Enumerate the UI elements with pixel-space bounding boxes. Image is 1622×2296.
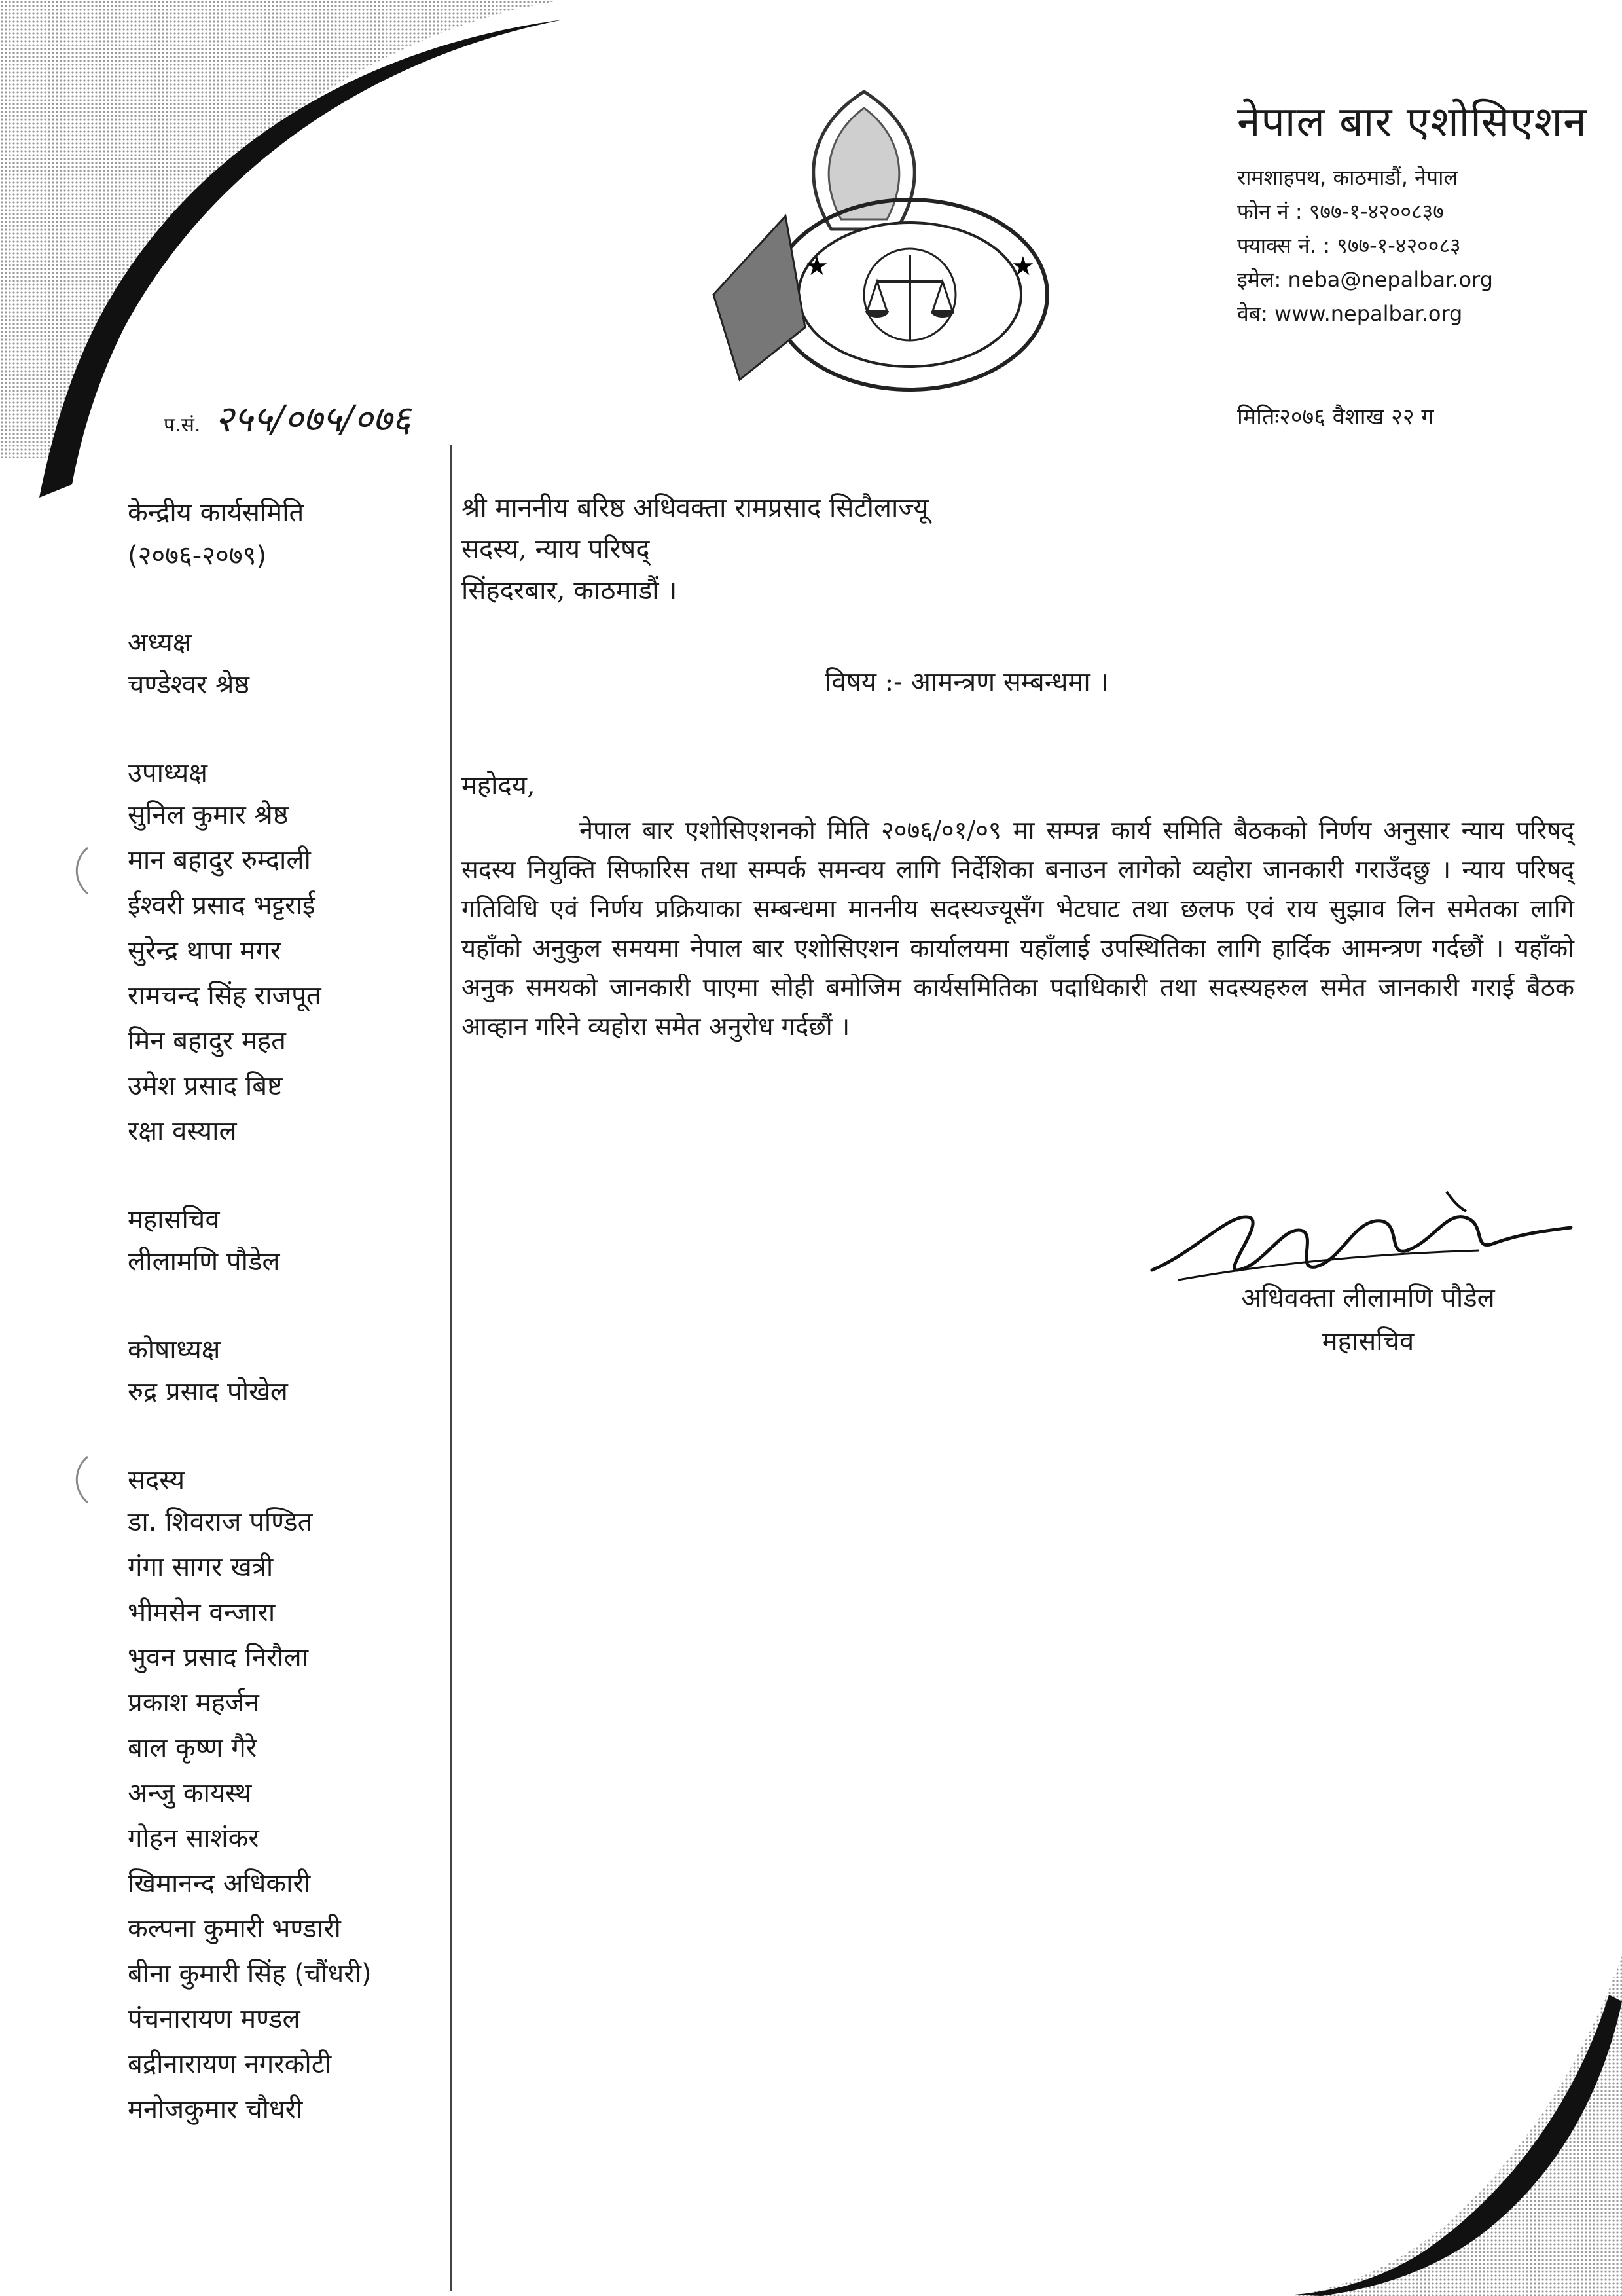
organization-phone: फोन नं : ९७७-१-४२००८३७ — [1237, 199, 1444, 224]
committee-member-name: प्रकाश महर्जन — [128, 1688, 259, 1718]
addressee-line: श्री माननीय बरिष्ठ अधिवक्ता रामप्रसाद सिटौलाज्यू — [461, 493, 929, 523]
committee-member-name: उमेश प्रसाद बिष्ट — [128, 1071, 283, 1101]
signer-block — [1165, 1277, 1571, 1363]
committee-member-name: लीलामणि पौडेल — [128, 1247, 280, 1277]
letter-body: नेपाल बार एशोसिएशनको मिति २०७६/०१/०९ मा सम्पन्न कार्य समिति बैठकको निर्णय अनुसार न्याय परिषद् सदस्य नियुक्ति सिफारिस तथा सम्पर्क समन्वय लागि निर्देशिका बनाउन लागेको व्यहोरा जानकारी गराउँदछु । न्याय परिषद् गतिविधि एवं निर्णय प्रक्रियाका सम्बन्धमा माननीय सदस्यज्यूसँग भेटघाट तथा छलफ एवं राय सुझाव लिन समेतका लागि यहाँको अनुकुल समयमा नेपाल बार एशोसिएशन कार्यालयमा यहाँलाई उपस्थितिका लागि हार्दिक आमन्त्रण गर्दछौं । यहाँको अनुक समयको जानकारी पाएमा सोही बमोजिम कार्यसमितिका पदाधिकारी तथा सदस्यहरुल समेत जानकारी गराई बैठक आव्हान गरिने व्यहोरा समेत अनुरोध गर्दछौं । — [461, 816, 1574, 1041]
committee-group — [128, 623, 455, 708]
committee-title: केन्द्रीय कार्यसमिति — [128, 498, 304, 528]
committee-member-name: मान बहादुर रुम्दाली — [128, 845, 311, 875]
committee-member-name: खिमानन्द अधिकारी — [128, 1868, 311, 1899]
bar-association-emblem — [700, 79, 1054, 419]
committee-member-name: पंचनारायण मण्डल — [128, 2004, 300, 2034]
committee-member-name: गोहन साशंकर — [128, 1823, 259, 1853]
emblem-icon — [700, 79, 1054, 419]
addressee-line: सिंहदरबार, काठमाडौं । — [461, 575, 677, 606]
committee-member-name: बाल कृष्ण गैरे — [128, 1733, 257, 1763]
organization-name: नेपाल बार एशोसिएशन — [1237, 98, 1587, 147]
committee-member-name: मनोजकुमार चौधरी — [128, 2094, 303, 2124]
reference-value: २५५/०७५/०७६ — [214, 398, 411, 441]
committee-header — [128, 491, 455, 577]
committee-member-name: डा. शिवराज पण्डित — [128, 1507, 313, 1537]
committee-groups — [128, 623, 455, 2132]
committee-member-name: रुद्र प्रसाद पोखेल — [128, 1377, 288, 1407]
organization-email: इमेल: neba@nepalbar.org — [1237, 267, 1493, 292]
committee-group — [128, 1200, 455, 1285]
organization-website: वेब: www.nepalbar.org — [1237, 301, 1463, 326]
committee-group-title: सदस्य — [128, 1465, 185, 1495]
letterhead-contact — [1237, 92, 1604, 331]
punch-hole-mark-lower — [47, 1453, 93, 1506]
organization-fax: फ्याक्स नं. : ९७७-१-४२००८३ — [1237, 233, 1461, 258]
signer-name: अधिवक्ता लीलामणि पौडेल — [1241, 1283, 1495, 1313]
committee-group-title: उपाध्यक्ष — [128, 758, 207, 788]
committee-member-name: रक्षा वस्याल — [128, 1116, 237, 1146]
committee-member-name: रामचन्द सिंह राजपूत — [128, 981, 321, 1011]
committee-term: (२०७६-२०७९) — [128, 541, 267, 571]
committee-member-name: सुरेन्द्र थापा मगर — [128, 936, 281, 966]
committee-member-name: कल्पना कुमारी भण्डारी — [128, 1914, 341, 1944]
corner-swoosh-decoration-bottom — [1282, 1956, 1622, 2296]
punch-hole-mark — [47, 845, 93, 897]
addressee-line: सदस्य, न्याय परिषद् — [461, 534, 650, 564]
committee-member-name: अन्जु कायस्थ — [128, 1778, 252, 1808]
letter-subject: विषय :- आमन्त्रण सम्बन्धमा । — [825, 667, 1109, 697]
signer-title: महासचिव — [1322, 1326, 1415, 1357]
addressee-block — [461, 488, 1574, 611]
reference-number — [164, 393, 411, 443]
committee-group-title: कोषाध्यक्ष — [128, 1335, 221, 1365]
letter-date: मितिः२०७६ वैशाख २२ ग — [1237, 404, 1434, 430]
committee-member-name: ईश्वरी प्रसाद भट्टराई — [128, 890, 315, 920]
committee-group — [128, 1330, 455, 1415]
svg-text:★: ★ — [805, 251, 829, 282]
committee-member-name: बद्रीनारायण नगरकोटी — [128, 2049, 332, 2079]
committee-group — [128, 1461, 455, 2132]
corner-swoosh-decoration — [0, 0, 563, 537]
committee-group-title: महासचिव — [128, 1205, 220, 1235]
svg-text:★: ★ — [1011, 251, 1035, 282]
reference-prefix: प.सं. — [164, 414, 201, 437]
committee-member-name: भीमसेन वन्जारा — [128, 1597, 276, 1628]
committee-group-title: अध्यक्ष — [128, 628, 192, 658]
letter-salutation: महोदय, — [461, 771, 535, 801]
committee-member-name: सुनिल कुमार श्रेष्ठ — [128, 800, 289, 830]
committee-member-name: मिन बहादुर महत — [128, 1026, 286, 1056]
committee-member-name: बीना कुमारी सिंह (चौंधरी) — [128, 1959, 372, 1989]
committee-member-name: चण्डेश्वर श्रेष्ठ — [128, 670, 249, 700]
committee-group — [128, 754, 455, 1154]
committee-member-name: गंगा सागर खत्री — [128, 1552, 274, 1582]
organization-address: रामशाहपथ, काठमाडौं, नेपाल — [1237, 165, 1458, 190]
committee-sidebar — [128, 491, 455, 2178]
committee-member-name: भुवन प्रसाद निरौला — [128, 1643, 309, 1673]
